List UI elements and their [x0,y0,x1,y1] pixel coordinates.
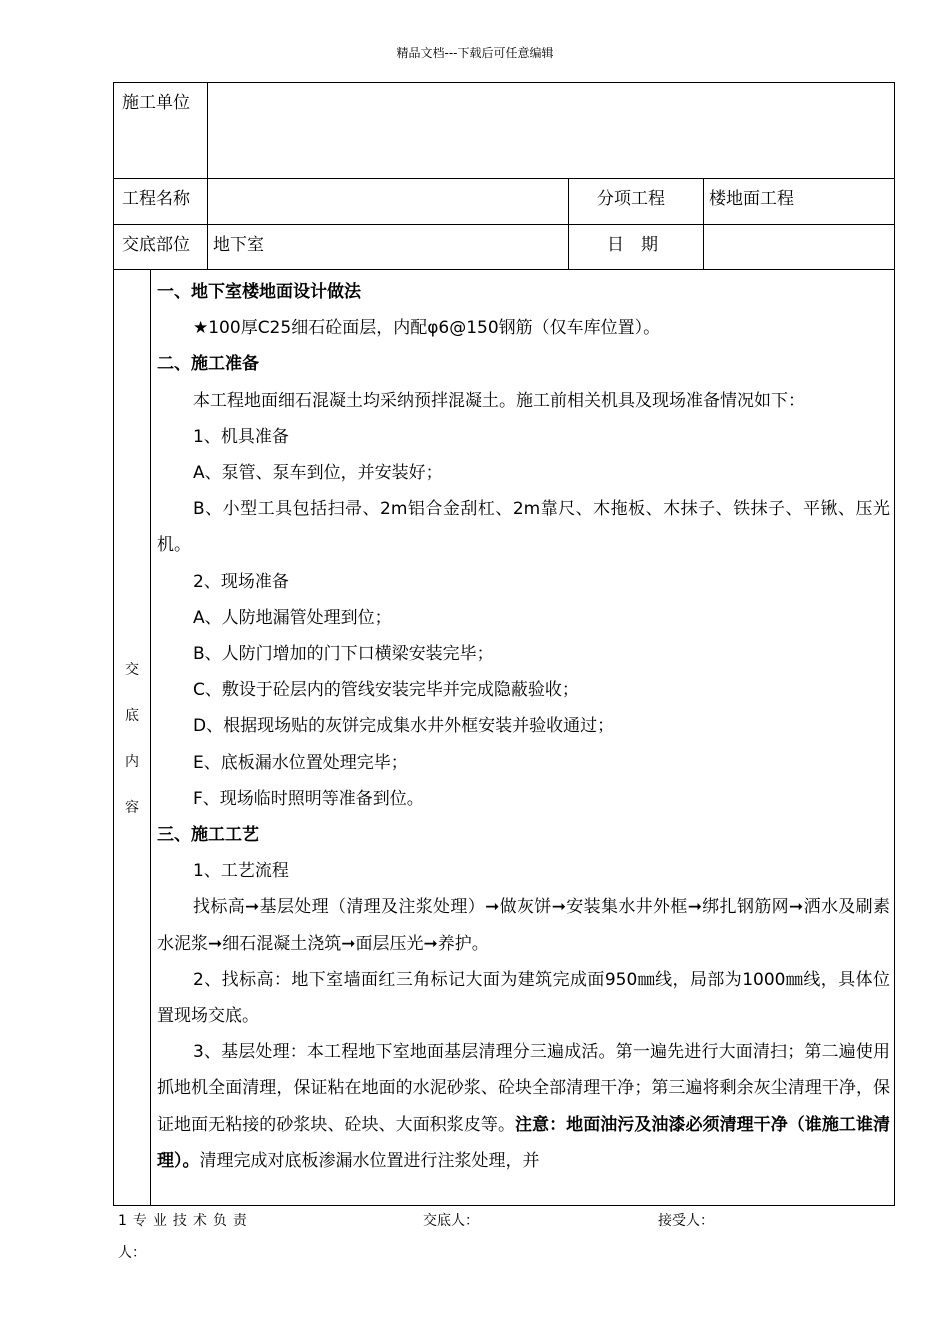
paragraph: 找标高➞基层处理（清理及注浆处理）➞做灰饼➞安装集水井外框➞绑扎钢筋网➞洒水及刷素水泥浆➞细石混凝土浇筑➞面层压光➞养护。 [157,897,890,954]
list-item: B、小型工具包括扫帚、2m铝合金刮杠、2m靠尺、木拖板、木抹子、铁抹子、平锹、压光机。 [157,499,890,556]
list-item: D、根据现场贴的灰饼完成集水井外框安装并验收通过； [193,716,615,737]
unit-label: 施工单位 [122,93,190,113]
paragraph-text: 3、基层处理：本工程地下室地面基层清理分三遍成活。第一遍先进行大面清扫；第二遍使用抓地机全面清理，保证粘在地面的水泥砂浆、砼块全部清理干净；第三遍将剩余灰尘清理干净，保证地面无粘接的砂浆块、砼块、大面积浆皮等。 [157,1042,890,1135]
side-char: 容 [125,799,139,816]
date-label-cell [569,225,704,270]
sub-heading: 2、现场准备 [193,571,289,592]
project-label-cell [114,179,208,225]
sub-heading: 1、工艺流程 [193,861,289,882]
paragraph-text: 清理完成对底板渗漏水位置进行注浆处理，并 [199,1150,540,1171]
unit-value-cell [208,83,895,179]
list-item: A、泵管、泵车到位，并安装好； [193,463,443,484]
subitem-label: 分项工程 [597,189,665,209]
content-side-cell [114,270,151,1206]
content-cell [151,270,895,1206]
subitem-value: 楼地面工程 [709,189,794,209]
project-label: 工程名称 [122,189,190,209]
date-value-cell [704,225,895,270]
paragraph: 本工程地面细石混凝土均采纳预拌混凝土。施工前相关机具及现场准备情况如下： [193,390,805,411]
section-title: 二、施工准备 [157,354,259,375]
disclosure-form-table [113,82,895,1206]
discloser-label: 交底人： [423,1213,479,1229]
paragraph: 2、找标高：地下室墙面红三角标记大面为建筑完成面950㎜线，局部为1000㎜线，具体位置现场交底。 [157,969,890,1027]
paragraph [157,1034,890,1179]
section-title: 三、施工工艺 [157,825,259,846]
project-value-cell [208,179,569,225]
section-title: 一、地下室楼地面设计做法 [157,282,361,302]
date-value [704,225,894,232]
sub-heading: 1、机具准备 [193,426,289,447]
content-side-label [114,659,150,817]
side-char: 交 [125,661,139,678]
subitem-label-cell [569,179,704,225]
tech-lead-label-cont: 人： [118,1245,146,1261]
disclosure-content [151,270,894,1179]
side-char: 内 [125,753,139,770]
list-item: F、现场临时照明等准备到位。 [193,788,424,809]
date-label: 日 期 [607,235,658,255]
subitem-value-cell [704,179,895,225]
list-item: E、底板漏水位置处理完毕； [193,752,408,773]
list-item: B、人防门增加的门下口横梁安装完毕； [193,644,494,665]
list-item: A、人防地漏管处理到位； [193,607,392,628]
paragraph: ★100厚C25细石砼面层，内配φ6@150钢筋（仅车库位置）。 [193,318,661,339]
page-header: 精品文档---下载后可任意编辑 [396,46,554,60]
list-item: C、敷设于砼层内的管线安装完毕并完成隐蔽验收； [193,680,579,701]
project-value [208,179,568,186]
unit-value [208,83,894,90]
part-label: 交底部位 [122,235,190,255]
receiver-label: 接受人： [658,1213,714,1229]
tech-lead-label: 1专业技术负责 [118,1213,253,1229]
unit-label-cell [114,83,208,179]
paragraph-emphasis: 注意：地面油污及油漆必须清理干净（谁施工谁清理）。 [157,1114,890,1171]
part-value: 地下室 [213,235,264,255]
part-value-cell [208,225,569,270]
part-label-cell [114,225,208,270]
side-char: 底 [125,707,139,724]
